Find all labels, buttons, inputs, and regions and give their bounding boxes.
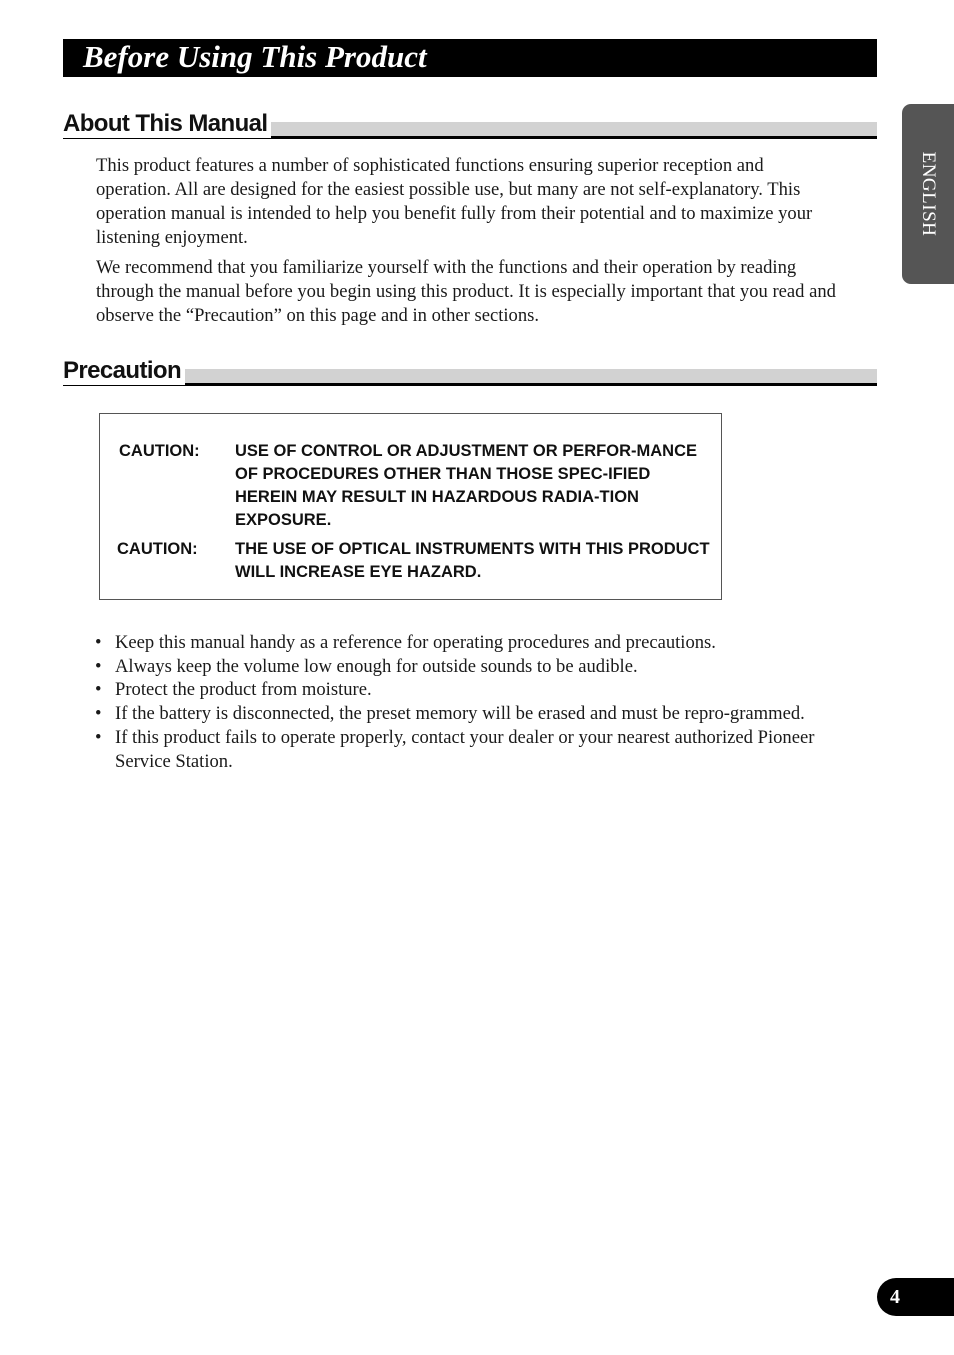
about-section-heading (63, 110, 877, 140)
caution-text: THE USE OF OPTICAL INSTRUMENTS WITH THIS PRODUCT WILL INCREASE EYE HAZARD. (235, 540, 710, 581)
list-item-text: Keep this manual handy as a reference for operating procedures and precautions. (115, 632, 716, 653)
page-number: 4 (890, 1286, 900, 1308)
caution-label: CAUTION: (119, 442, 200, 460)
precaution-heading-label: Precaution (63, 357, 185, 385)
list-item-text: Protect the product from moisture. (115, 679, 372, 701)
caution-text: USE OF CONTROL OR ADJUSTMENT OR PERFOR-MANCE OF PROCEDURES OTHER THAN THOSE SPEC-IFIED HEREIN MAY RESULT IN HAZARDOUS RADIA-TION EXPOSURE. (235, 442, 698, 529)
heading-rule (63, 383, 877, 386)
list-item (95, 726, 840, 773)
page-number-tab (877, 1278, 954, 1316)
about-heading-label: About This Manual (63, 110, 271, 138)
list-item (95, 678, 840, 702)
page-title-bar (63, 39, 877, 77)
list-item-text: Always keep the volume low enough for outside sounds to be audible. (115, 655, 638, 677)
list-item-text: If the battery is disconnected, the preset memory will be erased and must be repro-grammed. (115, 703, 805, 725)
caution-box (99, 413, 722, 600)
caution-label: CAUTION: (117, 540, 198, 558)
page-title: Before Using This Product (83, 39, 427, 74)
bullet-icon: • (95, 655, 102, 677)
bullet-icon: • (95, 632, 102, 653)
list-item (95, 655, 840, 679)
language-tab (902, 104, 954, 284)
list-item (95, 631, 840, 655)
language-tab-label: ENGLISH (918, 151, 939, 237)
bullet-icon: • (95, 703, 102, 725)
heading-band (63, 369, 877, 383)
about-paragraph-1: This product features a number of sophisticated functions ensuring superior reception and operation. All are designed for the easiest possible use, but many are not self-explanatory. This operation manual is intended to help you benefit fully from their potential and to maximize your listening enjoyment. (96, 155, 813, 248)
bullet-icon: • (95, 726, 102, 748)
precaution-list (95, 631, 840, 773)
about-paragraph-2: We recommend that you familiarize yourself with the functions and their operation by reading through the manual before you begin using this product. It is especially important that you read and observe the “Precaution” on this page and in other sections. (96, 257, 836, 326)
list-item (95, 702, 840, 726)
bullet-icon: • (95, 679, 102, 701)
list-item-text: If this product fails to operate properly, contact your dealer or your nearest authorized Pioneer Service Station. (115, 726, 815, 772)
precaution-section-heading (63, 357, 877, 387)
